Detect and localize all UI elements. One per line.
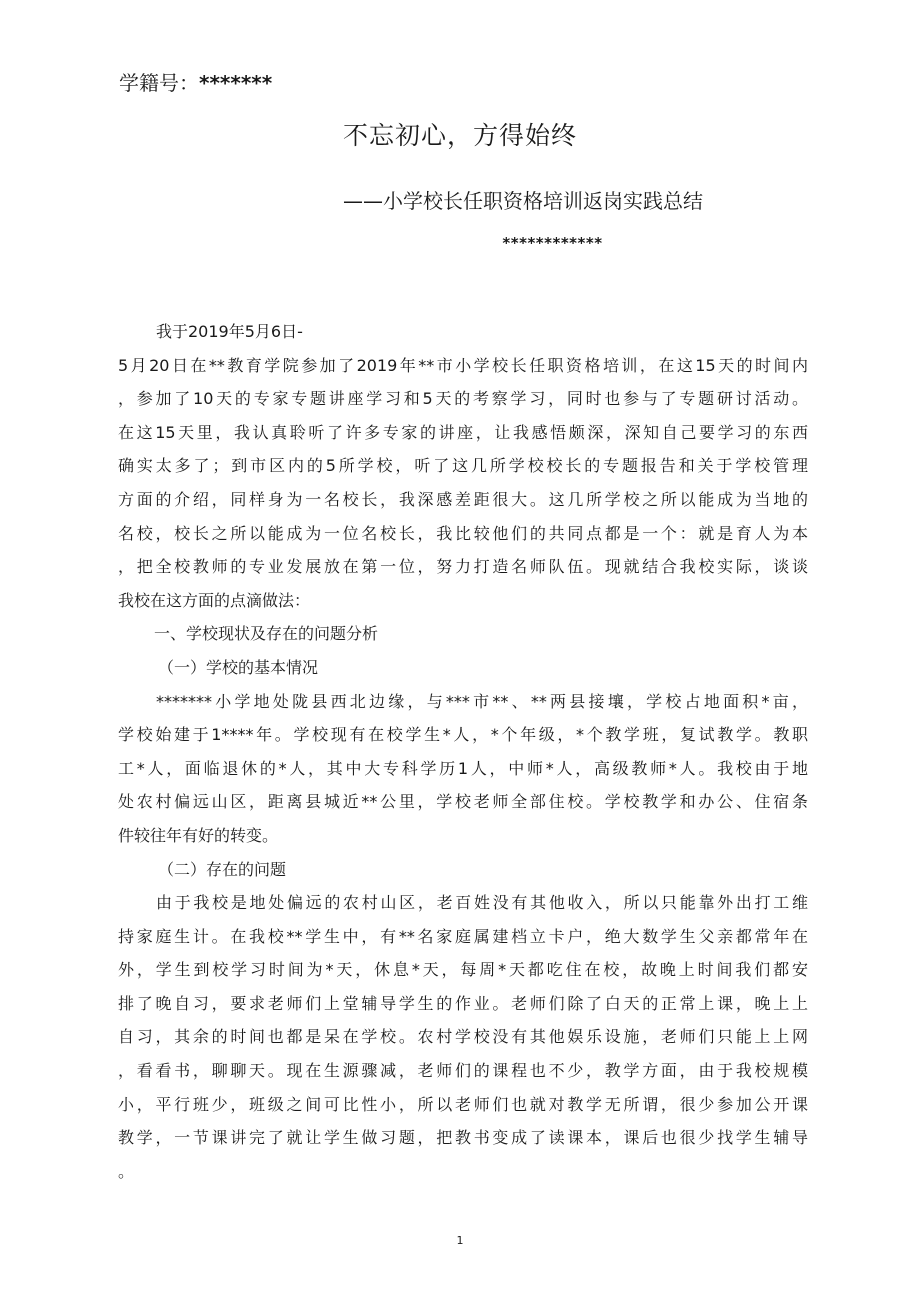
- paragraph-line: 名校，校长之所以能成为一位名校长，我比较他们的共同点都是一个：就是育人为本: [118, 523, 808, 543]
- paragraph-line: ，参加了10天的专家专题讲座学习和5天的考察学习，同时也参与了专题研讨活动。: [118, 389, 808, 409]
- paragraph-line: 确实太多了；到市区内的5所学校，听了这几所学校校长的专题报告和关于学校管理: [118, 456, 808, 476]
- document-body: [118, 315, 808, 1188]
- paragraph-line: 工*人，面临退休的*人，其中大专科学历1人，中师*人，高级教师*人。我校由于地: [118, 758, 808, 778]
- paragraph-line: 在这15天里，我认真聆听了许多专家的讲座，让我感悟颇深，深知自己要学习的东西: [118, 422, 808, 442]
- subsection-heading: （一）学校的基本情况: [158, 657, 319, 677]
- paragraph-line: 小，平行班少，班级之间可比性小，所以老师们也就对教学无所谓，很少参加公开课: [118, 1094, 808, 1114]
- page-number: 1: [456, 1234, 464, 1247]
- student-id-label: 学籍号：: [119, 71, 199, 95]
- subsection-heading: （二）存在的问题: [158, 859, 287, 879]
- paragraph-line: 件较往年有好的转变。: [118, 825, 279, 845]
- paragraph-line: 。: [118, 1161, 135, 1181]
- paragraph-line: ，看看书，聊聊天。现在生源骤减，老师们的课程也不少，教学方面，由于我校规模: [118, 1061, 808, 1081]
- paragraph-line: 教学，一节课讲完了就让学生做习题，把教书变成了读课本，课后也很少找学生辅导: [118, 1128, 808, 1148]
- paragraph-line: 外，学生到校学习时间为*天，休息*天，每周*天都吃住在校，故晚上时间我们都安: [118, 960, 808, 980]
- paragraph-line: 持家庭生计。在我校**学生中，有**名家庭属建档立卡户，绝大数学生父亲都常年在: [118, 926, 808, 946]
- paragraph-line: 自习，其余的时间也都是呆在学校。农村学校没有其他娱乐设施，老师们只能上上网: [118, 1027, 808, 1047]
- student-id-value: *******: [199, 71, 273, 95]
- section-heading: 一、学校现状及存在的问题分析: [154, 624, 379, 644]
- paragraph-line: *******小学地处陇县西北边缘，与***市**、**两县接壤，学校占地面积*亩，: [156, 691, 808, 711]
- paragraph-line: 学校始建于1****年。学校现有在校学生*人，*个年级，*个教学班，复试教学。教职: [118, 725, 808, 745]
- paragraph-line: 方面的介绍，同样身为一名校长，我深感差距很大。这几所学校之所以能成为当地的: [118, 489, 808, 509]
- document-subtitle: ——小学校长任职资格培训返岗实践总结: [343, 189, 703, 213]
- paragraph-line: ，把全校教师的专业发展放在第一位，努力打造名师队伍。现就结合我校实际，谈谈: [118, 557, 808, 577]
- paragraph-line: 5月20日在**教育学院参加了2019年**市小学校长任职资格培训，在这15天的时间内: [118, 355, 808, 375]
- document-title: 不忘初心，方得始终: [342, 121, 577, 150]
- paragraph-line: 我于2019年5月6日-: [156, 322, 303, 341]
- paragraph-line: 排了晚自习，要求老师们上堂辅导学生的作业。老师们除了白天的正常上课，晚上上: [118, 993, 808, 1013]
- author: ************: [502, 234, 603, 252]
- paragraph-line: 我校在这方面的点滴做法：: [118, 590, 311, 610]
- student-id: [119, 70, 272, 96]
- paragraph-line: 由于我校是地处偏远的农村山区，老百姓没有其他收入，所以只能靠外出打工维: [156, 893, 808, 913]
- paragraph-line: 处农村偏远山区，距离县城近**公里，学校老师全部住校。学校教学和办公、住宿条: [118, 792, 808, 812]
